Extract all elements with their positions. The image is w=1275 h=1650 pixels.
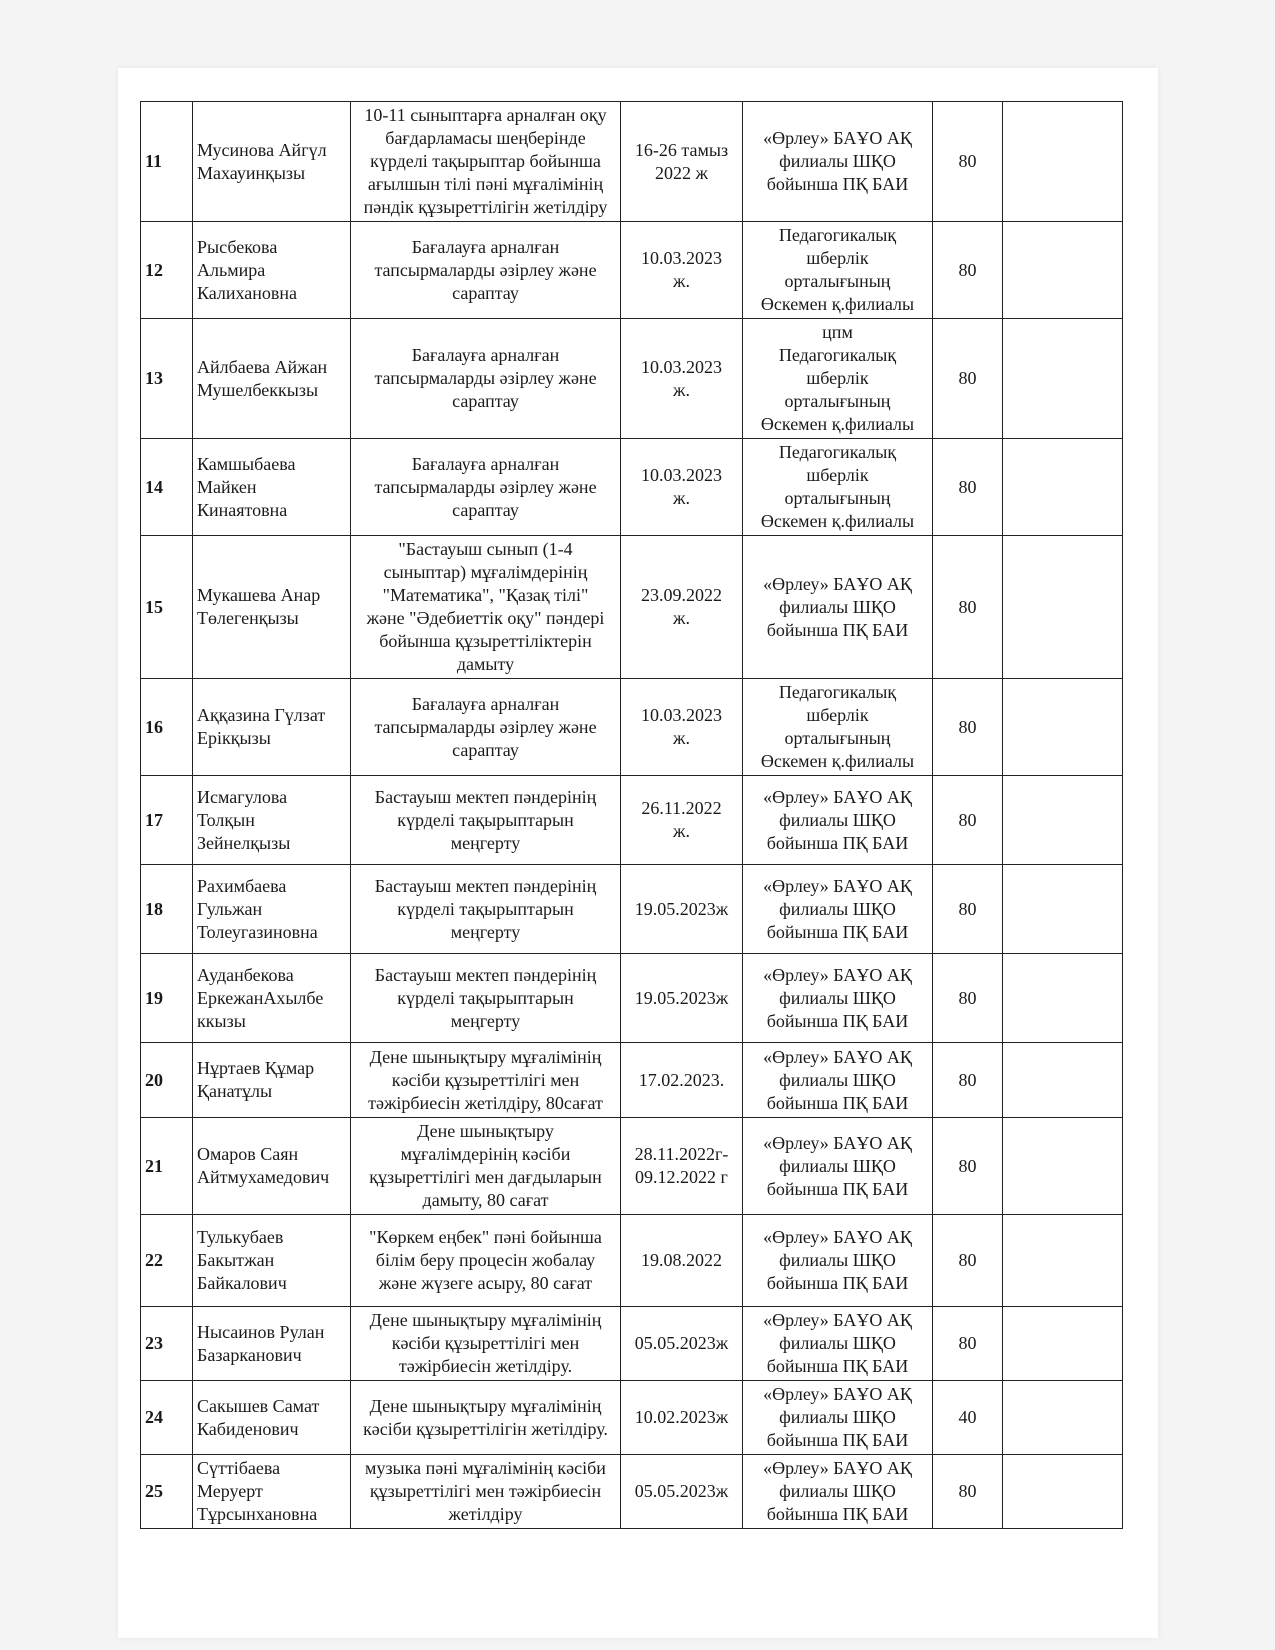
teacher-name-line: Тұрсынхановна (197, 1504, 318, 1524)
course-title-line: Дене шынықтыру (417, 1121, 554, 1141)
course-date (621, 102, 743, 222)
teacher-name-line: Сакышев Самат (197, 1395, 320, 1416)
teacher-name-line: Нысаинов Рулан (197, 1321, 325, 1342)
course-title-line: Дене шынықтыру мұғалімінің (369, 1395, 602, 1416)
provider-organization-line: «Өрлеу» БАҰО АҚ (763, 573, 912, 594)
teacher-name-line: Төлегенқызы (197, 608, 299, 628)
teacher-name-line: Майкен (197, 476, 257, 497)
course-title-line: кәсіби құзыреттілігі мен (391, 1069, 580, 1090)
course-title-line: 10-11 сыныптарға арналған оқу (364, 105, 607, 125)
course-title (351, 102, 621, 222)
provider-organization-line: бойынша ПҚ БАИ (766, 1010, 909, 1031)
course-hours: 80 (933, 679, 1003, 776)
provider-organization (743, 1307, 933, 1381)
provider-organization-line: Өскемен қ.филиалы (760, 294, 915, 314)
empty-cell (1003, 439, 1123, 536)
provider-organization-line: бойынша ПҚ БАИ (766, 921, 909, 942)
course-date-line: 10.03.2023 (641, 705, 722, 725)
course-title-line: тапсырмаларды әзірлеу және (374, 716, 597, 737)
course-title-line: кәсіби құзыреттілігін жетілдіру. (363, 1418, 608, 1439)
provider-organization (743, 1118, 933, 1215)
course-title-line: тәжірбиесін жетілдіру, 80сағат (368, 1092, 603, 1113)
table-row (141, 102, 1123, 222)
course-title-line: тапсырмаларды әзірлеу және (374, 476, 597, 497)
teacher-name-line: Альмира (197, 259, 266, 280)
course-title-line: жетілдіру (448, 1504, 523, 1524)
table-row (141, 776, 1123, 865)
provider-organization-line: орталығының (784, 271, 891, 291)
teacher-name (193, 1215, 351, 1307)
course-date-line: ж. (673, 821, 690, 841)
course-title-line: меңгерту (450, 832, 521, 853)
provider-organization-line: бойынша ПҚ БАИ (766, 1504, 909, 1524)
course-date-line: 05.05.2023ж (634, 1333, 729, 1353)
teacher-name (193, 1043, 351, 1118)
table-row (141, 439, 1123, 536)
course-title-line: пәндік құзыреттілігін жетілдіру (363, 197, 608, 217)
course-title (351, 1455, 621, 1529)
course-hours: 80 (933, 439, 1003, 536)
teacher-name-line: ЕркежанАхылбе (197, 987, 324, 1008)
course-title-line: Бағалауға арналған (411, 693, 560, 714)
teacher-name-line: Толқын (197, 809, 255, 830)
course-title-line: құзыреттілігі мен тәжірбиесін (369, 1481, 602, 1501)
course-hours: 80 (933, 1307, 1003, 1381)
row-number: 21 (141, 1118, 193, 1215)
course-title-line: кәсіби құзыреттілігі мен (391, 1333, 580, 1353)
course-title-line: күрделі тақырыптарын (397, 987, 574, 1008)
row-number: 17 (141, 776, 193, 865)
provider-organization-line: «Өрлеу» БАҰО АҚ (763, 786, 912, 807)
empty-cell (1003, 222, 1123, 319)
provider-organization-line: филиалы ШҚО (779, 898, 896, 919)
teacher-name (193, 439, 351, 536)
teacher-name (193, 102, 351, 222)
course-date-line: ж. (673, 608, 690, 628)
teacher-name-line: Базарканович (197, 1344, 302, 1365)
course-title-line: тапсырмаларды әзірлеу және (374, 259, 597, 280)
course-date-line: 19.08.2022 (641, 1250, 722, 1270)
course-title-line: ағылшын тілі пәні мұғалімінің (367, 174, 604, 194)
teacher-name-line: ккызы (197, 1010, 246, 1031)
provider-organization-line: филиалы ШҚО (779, 1407, 896, 1427)
empty-cell (1003, 1455, 1123, 1529)
teacher-name-line: Аққазина Гүлзат (197, 705, 326, 725)
course-title (351, 679, 621, 776)
course-date-line: 23.09.2022 (641, 585, 722, 605)
teacher-name-line: Гульжан (197, 898, 263, 919)
provider-organization-line: бойынша ПҚ БАИ (766, 832, 909, 853)
provider-organization-line: цпм (822, 322, 853, 342)
course-date (621, 679, 743, 776)
provider-organization (743, 865, 933, 954)
empty-cell (1003, 102, 1123, 222)
course-date (621, 536, 743, 679)
teacher-name (193, 222, 351, 319)
provider-organization-line: филиалы ШҚО (779, 1155, 896, 1176)
provider-organization-line: филиалы ШҚО (779, 1333, 896, 1353)
course-date (621, 776, 743, 865)
course-date-line: 10.03.2023 (641, 465, 722, 485)
course-date (621, 865, 743, 954)
provider-organization-line: филиалы ШҚО (779, 1481, 896, 1501)
teacher-name-line: Сүттібаева (197, 1458, 281, 1478)
course-date-line: 17.02.2023. (638, 1069, 725, 1090)
course-title-line: күрделі тақырыптарын (397, 809, 574, 830)
teacher-name-line: Камшыбаева (197, 453, 296, 474)
row-number: 12 (141, 222, 193, 319)
row-number: 25 (141, 1455, 193, 1529)
teacher-name (193, 1455, 351, 1529)
course-title (351, 439, 621, 536)
teacher-name (193, 776, 351, 865)
provider-organization-line: бойынша ПҚ БАИ (766, 619, 909, 640)
teacher-name-line: Исмагулова (197, 786, 288, 807)
provider-organization-line: шберлік (806, 248, 869, 268)
provider-organization (743, 1215, 933, 1307)
provider-organization (743, 1043, 933, 1118)
teacher-name (193, 865, 351, 954)
course-title-line: білім беру процесін жобалау (375, 1250, 596, 1270)
course-date-line: 19.05.2023ж (634, 987, 729, 1008)
course-date-line: 10.03.2023 (641, 248, 722, 268)
provider-organization-line: орталығының (784, 391, 891, 411)
provider-organization-line: филиалы ШҚО (779, 809, 896, 830)
course-title-line: Бағалауға арналған (411, 453, 560, 474)
table-row (141, 319, 1123, 439)
teacher-name-line: Ерікқызы (197, 728, 271, 748)
course-date (621, 954, 743, 1043)
course-title-line: меңгерту (450, 921, 521, 942)
provider-organization-line: бойынша ПҚ БАИ (766, 1356, 909, 1376)
course-hours: 80 (933, 1215, 1003, 1307)
teacher-name-line: Махауинқызы (197, 162, 306, 183)
course-title (351, 319, 621, 439)
provider-organization-line: «Өрлеу» БАҰО АҚ (763, 1046, 912, 1067)
teacher-name-line: Айлбаева Айжан (197, 356, 328, 377)
course-date (621, 1307, 743, 1381)
course-date-line: 05.05.2023ж (634, 1481, 729, 1501)
course-title-line: "Бастауыш сынып (1-4 (398, 539, 573, 559)
row-number: 13 (141, 319, 193, 439)
teacher-name-line: Байкалович (197, 1273, 287, 1293)
table-row (141, 1043, 1123, 1118)
provider-organization (743, 319, 933, 439)
course-title-line: дамыту, 80 сағат (422, 1190, 549, 1210)
table-row (141, 679, 1123, 776)
provider-organization-line: бойынша ПҚ БАИ (766, 174, 909, 194)
provider-organization-line: филиалы ШҚО (779, 596, 896, 617)
course-hours: 80 (933, 222, 1003, 319)
row-number: 22 (141, 1215, 193, 1307)
course-hours: 80 (933, 536, 1003, 679)
course-title-line: Бағалауға арналған (411, 236, 560, 257)
provider-organization (743, 102, 933, 222)
course-date (621, 1455, 743, 1529)
table-row (141, 954, 1123, 1043)
provider-organization (743, 679, 933, 776)
course-title (351, 1043, 621, 1118)
course-title-line: мұғалімдерінің кәсіби (400, 1144, 571, 1164)
teacher-name-line: Рысбекова (197, 236, 278, 257)
empty-cell (1003, 1043, 1123, 1118)
provider-organization-line: шберлік (806, 705, 869, 725)
course-date-line: 10.03.2023 (641, 356, 722, 377)
table-row (141, 536, 1123, 679)
course-date-line: 26.11.2022 (641, 798, 722, 818)
course-date (621, 1043, 743, 1118)
course-date (621, 439, 743, 536)
course-title (351, 865, 621, 954)
provider-organization (743, 776, 933, 865)
row-number: 11 (141, 102, 193, 222)
teacher-name-line: Нұртаев Құмар (197, 1058, 315, 1078)
course-title-line: және "Әдебиеттік оқу" пәндері (366, 608, 605, 628)
teacher-name (193, 954, 351, 1043)
teacher-name-line: Ауданбекова (197, 964, 294, 985)
course-title (351, 954, 621, 1043)
course-title-line: Дене шынықтыру мұғалімінің (369, 1310, 602, 1330)
provider-organization-line: шберлік (806, 465, 869, 485)
course-title-line: Бағалауға арналған (411, 345, 560, 365)
course-title-line: сараптау (452, 282, 519, 303)
course-date-line: ж. (673, 728, 690, 748)
provider-organization (743, 1455, 933, 1529)
course-title (351, 1381, 621, 1455)
course-hours: 80 (933, 865, 1003, 954)
course-title-line: Бастауыш мектеп пәндерінің (374, 786, 597, 807)
course-title-line: құзыреттілігі мен дағдыларын (369, 1167, 602, 1187)
teacher-name (193, 1118, 351, 1215)
teacher-name-line: Мусинова Айгүл (197, 139, 327, 160)
training-records-table (140, 101, 1123, 1529)
course-hours: 80 (933, 1455, 1003, 1529)
provider-organization-line: Педагогикалық (778, 682, 897, 702)
course-title-line: Бастауыш мектеп пәндерінің (374, 964, 597, 985)
provider-organization (743, 222, 933, 319)
teacher-name (193, 679, 351, 776)
course-title-line: бағдарламасы шеңберінде (385, 128, 586, 148)
provider-organization-line: «Өрлеу» БАҰО АҚ (763, 1227, 912, 1247)
empty-cell (1003, 319, 1123, 439)
course-title-line: сараптау (452, 391, 519, 411)
teacher-name-line: Кинаятовна (197, 499, 288, 520)
provider-organization-line: бойынша ПҚ БАИ (766, 1092, 909, 1113)
provider-organization-line: «Өрлеу» БАҰО АҚ (763, 875, 912, 896)
course-title-line: сыныптар) мұғалімдерінің (383, 562, 588, 582)
course-title (351, 776, 621, 865)
table-row (141, 865, 1123, 954)
provider-organization-line: шберлік (806, 368, 869, 388)
table-row (141, 1381, 1123, 1455)
course-hours: 80 (933, 319, 1003, 439)
provider-organization (743, 954, 933, 1043)
course-hours: 80 (933, 954, 1003, 1043)
course-date-line: 28.11.2022г- (634, 1144, 729, 1164)
course-title (351, 222, 621, 319)
table-row (141, 1307, 1123, 1381)
course-date-line: 19.05.2023ж (634, 898, 729, 919)
course-title-line: Бастауыш мектеп пәндерінің (374, 875, 597, 896)
provider-organization-line: «Өрлеу» БАҰО АҚ (763, 128, 912, 148)
teacher-name (193, 1307, 351, 1381)
course-title-line: "Математика", "Қазақ тілі" (382, 585, 589, 605)
course-title (351, 1118, 621, 1215)
course-title-line: тапсырмаларды әзірлеу және (374, 368, 597, 388)
teacher-name-line: Кабиденович (197, 1418, 299, 1439)
teacher-name (193, 1381, 351, 1455)
teacher-name-line: Толеугазиновна (197, 921, 318, 942)
row-number: 19 (141, 954, 193, 1043)
provider-organization-line: бойынша ПҚ БАИ (766, 1273, 909, 1293)
provider-organization-line: «Өрлеу» БАҰО АҚ (763, 964, 912, 985)
row-number: 20 (141, 1043, 193, 1118)
provider-organization-line: Өскемен қ.филиалы (760, 414, 915, 434)
empty-cell (1003, 865, 1123, 954)
course-title-line: тәжірбиесін жетілдіру. (398, 1356, 573, 1376)
teacher-name-line: Рахимбаева (197, 875, 287, 896)
provider-organization-line: Педагогикалық (778, 225, 897, 245)
course-hours: 80 (933, 776, 1003, 865)
course-title-line: Дене шынықтыру мұғалімінің (369, 1046, 602, 1067)
provider-organization-line: «Өрлеу» БАҰО АҚ (763, 1458, 912, 1478)
empty-cell (1003, 1307, 1123, 1381)
row-number: 18 (141, 865, 193, 954)
teacher-name-line: Меруерт (197, 1481, 263, 1501)
course-hours: 40 (933, 1381, 1003, 1455)
course-date (621, 222, 743, 319)
teacher-name-line: Бакытжан (197, 1250, 275, 1270)
course-title-line: меңгерту (450, 1010, 521, 1031)
table-row (141, 1455, 1123, 1529)
course-title-line: және жүзеге асыру, 80 сағат (378, 1273, 593, 1293)
course-title-line: сараптау (452, 739, 519, 760)
provider-organization-line: орталығының (784, 728, 891, 748)
course-title (351, 536, 621, 679)
provider-organization (743, 536, 933, 679)
provider-organization-line: филиалы ШҚО (779, 151, 896, 171)
course-hours: 80 (933, 1118, 1003, 1215)
empty-cell (1003, 679, 1123, 776)
provider-organization-line: Өскемен қ.филиалы (760, 511, 915, 531)
teacher-name-line: Мукашева Анар (197, 585, 321, 605)
teacher-name-line: Қанатұлы (197, 1081, 273, 1101)
provider-organization-line: «Өрлеу» БАҰО АҚ (763, 1132, 912, 1153)
empty-cell (1003, 1118, 1123, 1215)
provider-organization-line: филиалы ШҚО (779, 1069, 896, 1090)
course-title-line: күрделі тақырыптар бойынша (370, 151, 601, 171)
course-hours: 80 (933, 102, 1003, 222)
empty-cell (1003, 954, 1123, 1043)
teacher-name-line: Зейнелқызы (197, 832, 291, 853)
empty-cell (1003, 1381, 1123, 1455)
provider-organization-line: Өскемен қ.филиалы (760, 751, 915, 771)
teacher-name (193, 536, 351, 679)
table-row (141, 1215, 1123, 1307)
course-title-line: сараптау (452, 499, 519, 520)
provider-organization-line: филиалы ШҚО (779, 987, 896, 1008)
provider-organization-line: бойынша ПҚ БАИ (766, 1178, 909, 1199)
empty-cell (1003, 776, 1123, 865)
provider-organization-line: орталығының (784, 488, 891, 508)
course-title-line: бойынша құзыреттіліктерін (379, 631, 592, 651)
course-date-line: ж. (673, 271, 690, 291)
provider-organization-line: бойынша ПҚ БАИ (766, 1430, 909, 1450)
provider-organization-line: «Өрлеу» БАҰО АҚ (763, 1384, 912, 1404)
course-date-line: ж. (673, 488, 690, 508)
course-date (621, 1381, 743, 1455)
course-date-line: 10.02.2023ж (634, 1407, 729, 1427)
course-date (621, 1215, 743, 1307)
row-number: 16 (141, 679, 193, 776)
provider-organization-line: Педагогикалық (778, 442, 897, 462)
course-date-line: 16-26 тамыз (634, 139, 729, 160)
provider-organization-line: Педагогикалық (778, 345, 897, 365)
provider-organization-line: филиалы ШҚО (779, 1250, 896, 1270)
row-number: 24 (141, 1381, 193, 1455)
teacher-name-line: Омаров Саян (197, 1144, 299, 1164)
course-date-line: ж. (673, 379, 690, 400)
teacher-name (193, 319, 351, 439)
row-number: 14 (141, 439, 193, 536)
course-date-line: 2022 ж (655, 162, 708, 183)
course-date (621, 1118, 743, 1215)
course-title (351, 1307, 621, 1381)
course-date (621, 319, 743, 439)
teacher-name-line: Айтмухамедович (197, 1167, 330, 1187)
provider-organization-line: «Өрлеу» БАҰО АҚ (763, 1310, 912, 1330)
empty-cell (1003, 536, 1123, 679)
teacher-name-line: Тулькубаев (197, 1227, 284, 1247)
course-title-line: күрделі тақырыптарын (397, 898, 574, 919)
course-title (351, 1215, 621, 1307)
course-hours: 80 (933, 1043, 1003, 1118)
row-number: 23 (141, 1307, 193, 1381)
table-row (141, 222, 1123, 319)
row-number: 15 (141, 536, 193, 679)
course-title-line: музыка пәні мұғалімінің кәсіби (365, 1458, 606, 1478)
teacher-name-line: Мушелбеккызы (197, 379, 319, 400)
teacher-name-line: Калихановна (197, 282, 298, 303)
provider-organization (743, 439, 933, 536)
table-row (141, 1118, 1123, 1215)
course-title-line: "Көркем еңбек" пәні бойынша (369, 1227, 602, 1247)
provider-organization (743, 1381, 933, 1455)
course-date-line: 09.12.2022 г (635, 1167, 728, 1187)
course-title-line: дамыту (456, 654, 515, 674)
empty-cell (1003, 1215, 1123, 1307)
